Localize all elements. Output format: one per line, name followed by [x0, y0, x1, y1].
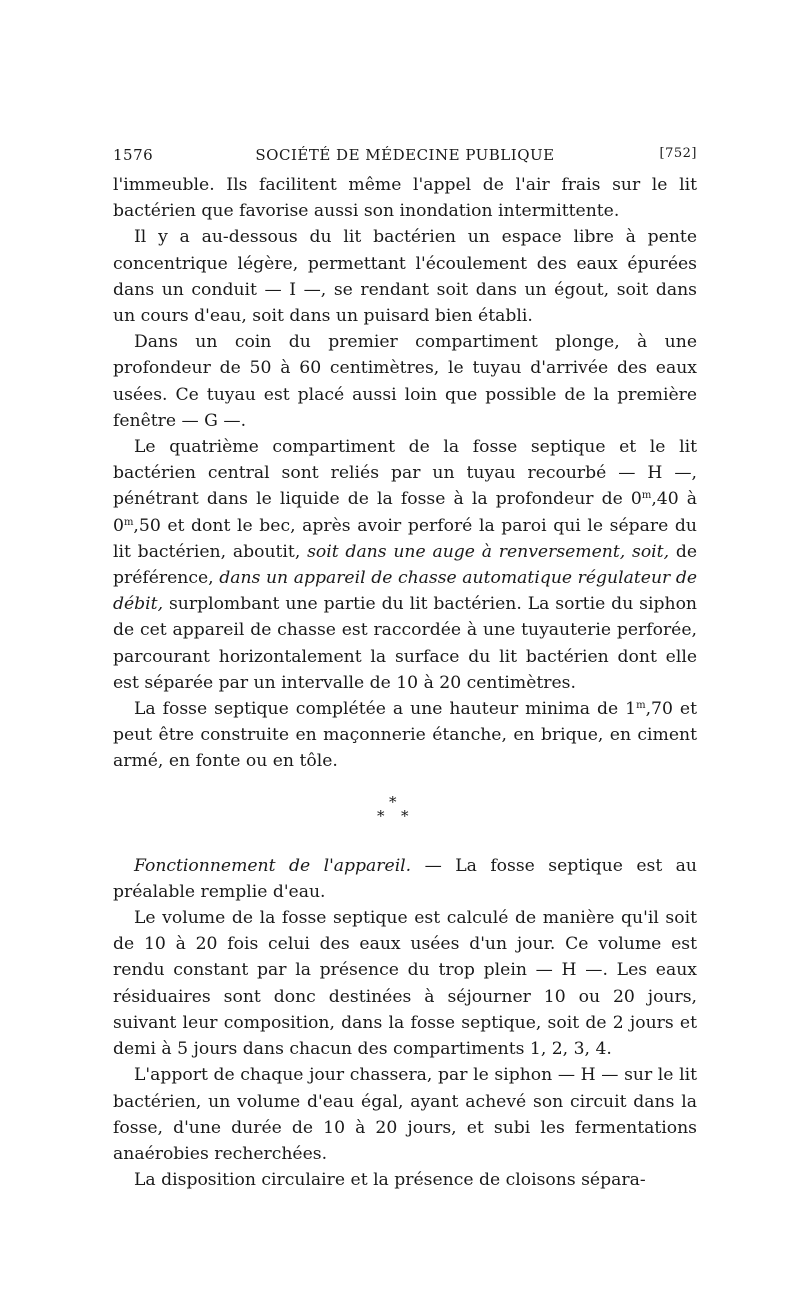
- p5-sup: m: [636, 700, 646, 712]
- paragraph-8: L'apport de chaque jour chassera, par le siphon — H — sur le lit bactérien, un volume d'eau égal, ayant achevé son circuit dans la fosse, d'une durée de 10 à 20 jours, et subi les fermentations anaérobies recherchées.: [113, 1065, 697, 1164]
- p5-text-a: La fosse septique complétée a une hauteur minima de 1: [134, 699, 637, 720]
- p4-text-b: ,40 à 0: [113, 489, 698, 536]
- p4-sup-1: m: [641, 490, 652, 502]
- p4-text-a: Le quatrième compartiment de la fosse septique et le lit bactérien central sont reliés par un tuyau recourbé — H —, pénétrant dans le liquide de la fosse à la profondeur de 0: [113, 437, 697, 510]
- paragraph-6: [113, 853, 697, 905]
- paragraph-2: Il y a au-dessous du lit bactérien un espace libre à pente concentrique légère, permettant l'écoulement des eaux épurées dans un conduit — I —, se rendant soit dans un égout, soit dans un cours d'eau, soit dans un puisard bien établi.: [113, 227, 697, 327]
- page-number: 1576: [113, 146, 154, 164]
- paragraph-7: Le volume de la fosse septique est calculé de manière qu'il soit de 10 à 20 fois celui des eaux usées d'un jour. Ce volume est rendu constant par la présence du trop plein — H —. Les eaux résiduaires sont donc destinées à séjourner 10 ou 20 jours, suivant leur composition, dans la fosse septique, soit de 2 jours et demi à 5 jours dans chacun des compartiments 1, 2, 3, 4.: [113, 908, 697, 1060]
- asterism-separator: [113, 775, 697, 853]
- p4-italic-1: soit dans une auge à renversement, soit,: [307, 541, 670, 562]
- body-text: [113, 172, 697, 1193]
- section-heading-italic: Fonctionnement de l'appareil.: [134, 855, 412, 876]
- asterism-star-left: *: [377, 806, 385, 825]
- page-reference: [752]: [659, 146, 697, 161]
- paragraph-3: Dans un coin du premier compartiment plonge, à une profondeur de 50 à 60 centimètres, le tuyau d'arrivée des eaux usées. Ce tuyau est placé aussi loin que possible de la première fenêtre — G —.: [113, 332, 697, 431]
- p4-text-d: de préférence,: [113, 541, 698, 589]
- running-header: [113, 146, 697, 172]
- p6-text: — La fosse septique est au préalable remplie d'eau.: [113, 855, 697, 902]
- document-page: [113, 146, 697, 1193]
- p4-italic-2: dans un appareil de chasse automatique régulateur de débit,: [113, 568, 698, 615]
- asterism-star-right: *: [401, 806, 409, 825]
- paragraph-4: [113, 434, 697, 696]
- p5-text-b: ,70 et peut être construite en maçonnerie étanche, en brique, en ciment armé, en fonte ou en tôle.: [113, 699, 697, 772]
- paragraph-9: La disposition circulaire et la présence de cloisons sépara-: [134, 1170, 646, 1191]
- p4-sup-2: m: [123, 516, 134, 528]
- asterism-star-top: *: [389, 792, 397, 811]
- paragraph-5: [113, 696, 697, 775]
- running-title: SOCIÉTÉ DE MÉDECINE PUBLIQUE: [255, 146, 555, 164]
- p4-text-c: ,50 et dont le bec, après avoir perforé la paroi qui le sépare du lit bactérien, aboutit,: [113, 515, 697, 562]
- p4-text-e: surplombant une partie du lit bactérien. La sortie du siphon de cet appareil de chasse est raccordée à une tuyauterie perforée, parcourant horizontalement la surface du lit bactérien dont elle est séparée par un intervalle de 10 à 20 centimètres.: [113, 594, 697, 693]
- paragraph-1: l'immeuble. Ils facilitent même l'appel de l'air frais sur le lit bactérien que favorise aussi son inondation intermittente.: [113, 175, 697, 222]
